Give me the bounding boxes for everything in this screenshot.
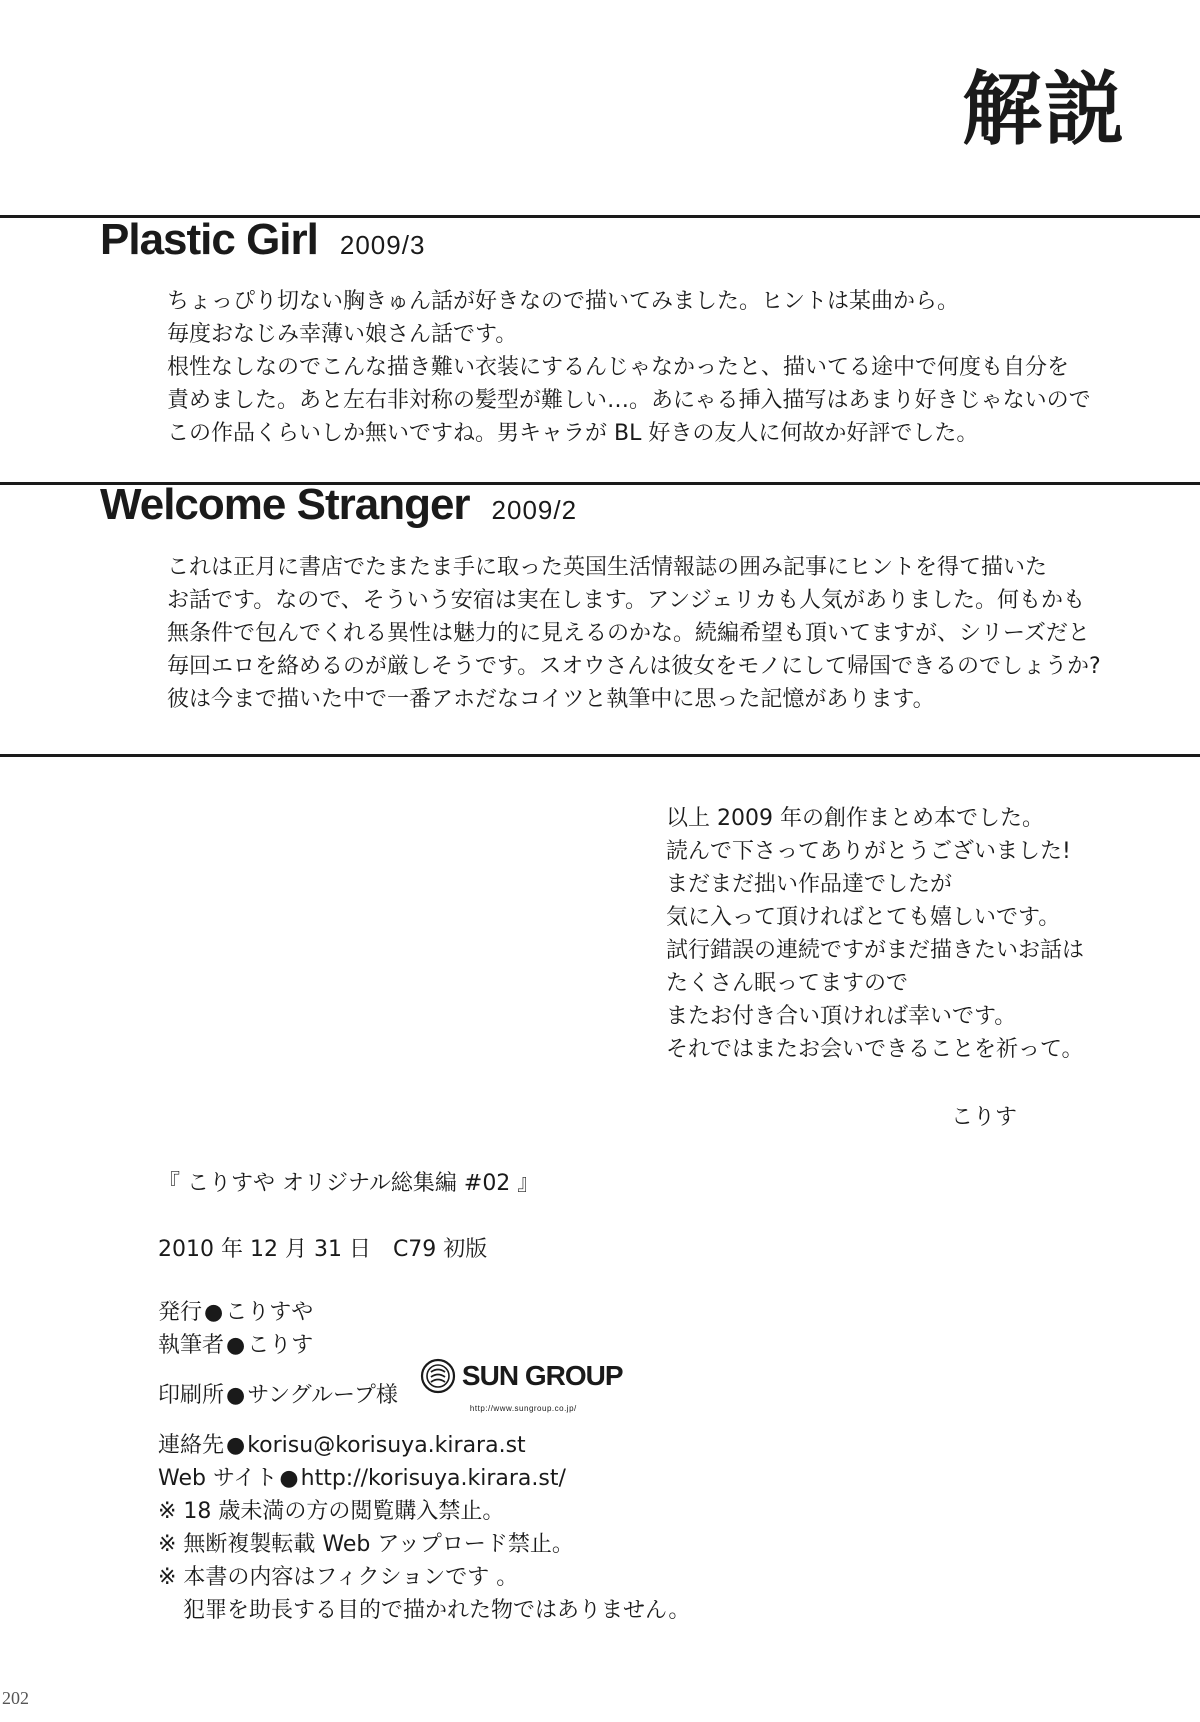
section-title: Welcome Stranger (100, 480, 470, 529)
afterword-line: まだまだ拙い作品達でしたが (666, 872, 953, 897)
body-line: 根性なしなのでこんな描き難い衣装にするんじゃなかったと、描いてる途中で何度も自分を (167, 355, 1070, 380)
logo-url: http://www.sungroup.co.jp/ (469, 1404, 577, 1413)
afterword-line: またお付き合い頂ければ幸いです。 (666, 1004, 1017, 1029)
body-line: お話です。なので、そういう安宿は実在します。アンジェリカも人気がありました。何もかも (167, 588, 1085, 613)
credit-label: 執筆者 (158, 1333, 225, 1358)
credit-value: サングループ様 (247, 1383, 398, 1408)
notice-line: ※ 無断複製転載 Web アップロード禁止。 (158, 1532, 574, 1557)
page-title: 解説 (962, 63, 1126, 156)
bullet-icon: ● (226, 1333, 246, 1358)
body-line: 無条件で包んでくれる異性は魅力的に見えるのかな。続編希望も頂いてますが、シリーズだと (167, 621, 1090, 646)
section-body-welcome-stranger (167, 551, 1127, 716)
credit-label: 印刷所 (158, 1383, 225, 1408)
credit-printer (158, 1362, 623, 1429)
section-heading-welcome-stranger (100, 480, 577, 530)
credit-label: Web サイト (158, 1466, 278, 1491)
legal-notices (158, 1495, 690, 1627)
afterword-line: たくさん眠ってますので (666, 971, 909, 996)
bullet-icon: ● (226, 1433, 246, 1458)
page-number: 202 (2, 1688, 29, 1708)
body-line: 毎度おなじみ幸薄い娘さん話です。 (167, 322, 518, 347)
afterword-line: 気に入って頂ければとても嬉しいです。 (666, 905, 1061, 930)
bullet-icon: ● (204, 1300, 224, 1325)
body-line: 責めました。あと左右非対称の髪型が難しい…。あにゃる挿入描写はあまり好きじゃないので (167, 388, 1091, 413)
credit-value: こりすや (225, 1300, 314, 1325)
notice-line: 犯罪を助長する目的で描かれた物ではありません。 (183, 1598, 691, 1623)
body-line: 毎回エロを絡めるのが厳しそうです。スオウさんは彼女をモノにして帰国できるのでしょうか? (167, 654, 1101, 679)
bullet-icon: ● (226, 1383, 246, 1408)
logo-name: SUN GROUP (461, 1360, 623, 1391)
section-date: 2009/2 (491, 495, 578, 525)
printer-logo (420, 1358, 623, 1425)
contact-email: korisu@korisuya.kirara.st (247, 1433, 526, 1458)
afterword-line: 試行錯誤の連続ですがまだ描きたいお話は (666, 938, 1085, 963)
credit-publisher (158, 1296, 623, 1329)
notice-line: ※ 18 歳未満の方の閲覧購入禁止。 (158, 1499, 505, 1524)
book-title: 『 こりすや オリジナル総集編 #02 』 (158, 1171, 540, 1196)
section-divider (0, 754, 1200, 757)
body-line: 彼は今まで描いた中で一番アホだなコイツと執筆中に思った記憶があります。 (167, 687, 935, 712)
afterword-line: 以上 2009 年の創作まとめ本でした。 (666, 806, 1044, 831)
credit-website (158, 1462, 623, 1495)
edition-info: 2010 年 12 月 31 日 C79 初版 (158, 1237, 488, 1262)
section-heading-plastic-girl (100, 215, 425, 265)
body-line: ちょっぴり切ない胸きゅん話が好きなので描いてみました。ヒントは某曲から。 (167, 289, 960, 314)
website-url: http://korisuya.kirara.st/ (300, 1466, 566, 1491)
body-line: これは正月に書店でたまたま手に取った英国生活情報誌の囲み記事にヒントを得て描いた (167, 555, 1048, 580)
body-line: この作品くらいしか無いですね。男キャラが BL 好きの友人に何故か好評でした。 (167, 421, 979, 446)
section-title: Plastic Girl (100, 215, 318, 264)
credits (158, 1296, 623, 1495)
sun-group-logo-icon (420, 1358, 456, 1394)
afterword-line: 読んで下さってありがとうございました! (666, 839, 1071, 864)
section-date: 2009/3 (339, 230, 426, 260)
credit-label: 発行 (158, 1300, 203, 1325)
credit-contact (158, 1429, 623, 1462)
afterword (666, 802, 1084, 1066)
section-body-plastic-girl (167, 285, 1127, 450)
bullet-icon: ● (279, 1466, 299, 1491)
afterword-line: それではまたお会いできることを祈って。 (666, 1037, 1084, 1062)
author-signature: こりす (951, 1105, 1018, 1130)
credit-label: 連絡先 (158, 1433, 225, 1458)
notice-line: ※ 本書の内容はフィクションです 。 (158, 1565, 519, 1590)
credit-value: こりす (247, 1333, 314, 1358)
